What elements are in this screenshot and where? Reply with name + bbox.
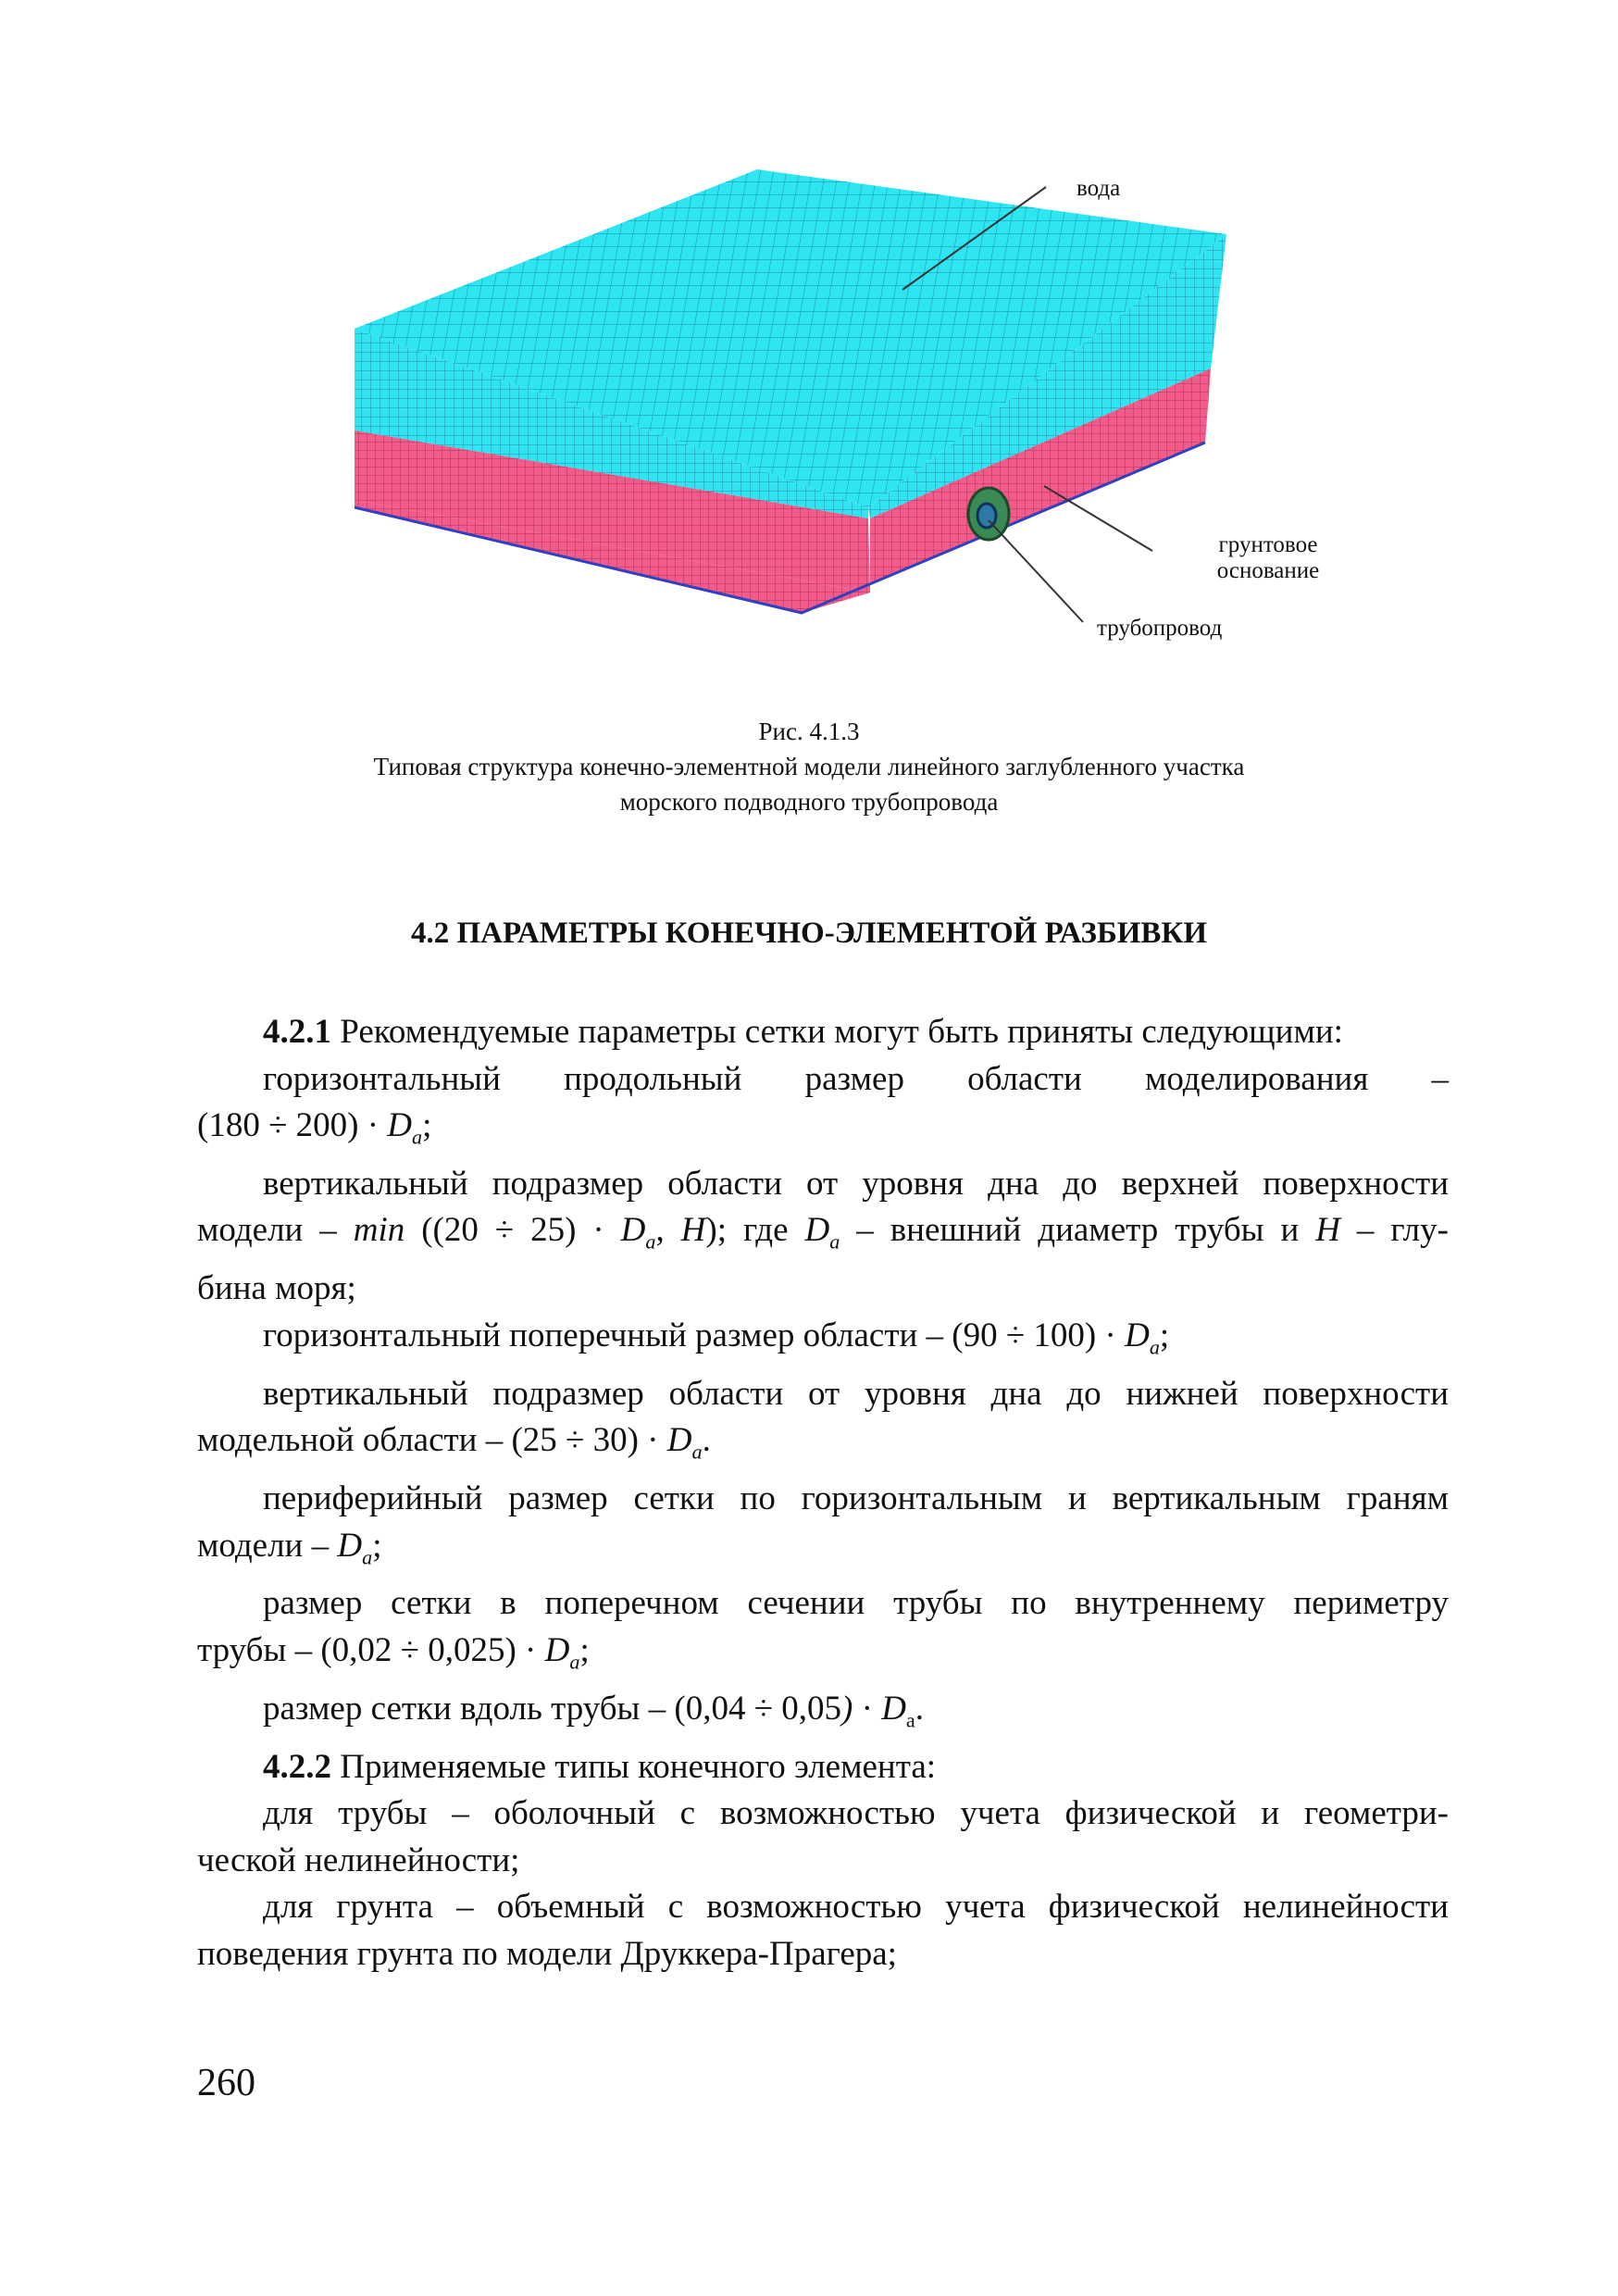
horiz-long-line2: $(180 \div 200) \cdot D_a$;: [197, 1106, 432, 1149]
pipe-line2: ческой нелинейности;: [197, 1841, 520, 1879]
vert-down-line2: модельной области – $(25 \div 30) \cdot D_a$.: [197, 1421, 711, 1464]
cross-line2: трубы – $(0,02 \div 0,025) \cdot D_a$;: [197, 1630, 590, 1674]
pipeline-leader-line: [989, 520, 1083, 622]
para-4-2-1: 4.2.1 Рекомендуемые параметры сетки могут быть приняты следующими:: [263, 1013, 1343, 1051]
periph-line1: периферийный размер сетки по горизонтальным и вертикальным граням: [263, 1479, 1449, 1518]
soil-line1: для грунта – объемный с возможностью учета физической нелинейности: [263, 1888, 1449, 1927]
figure-caption-number: Рис. 4.1.3: [758, 718, 860, 745]
soil-line2: поведения грунта по модели Друккера-Прагера;: [197, 1934, 897, 1973]
horiz-trans: горизонтальный поперечный размер области – $(90 \div 100) \cdot D_a$;: [263, 1316, 1170, 1359]
body-text: [197, 1009, 1449, 1978]
figure-caption-line1: Типовая структура конечно-элементной модели линейного заглубленного участка: [373, 753, 1245, 780]
label-water: вода: [1077, 176, 1121, 201]
cross-line1: размер сетки в поперечном сечении трубы по внутреннему периметру: [263, 1584, 1449, 1623]
periph-line2: модели – $D_a$;: [197, 1526, 382, 1568]
pipe-cross-section: [968, 488, 1009, 540]
along-line: размер сетки вдоль трубы – $(0,04 \div 0,05) \cdot D_а$.: [263, 1689, 925, 1732]
pipe-line1: для трубы – оболочный с возможностью учета физической и геометри-: [263, 1794, 1449, 1833]
soil-leader-line: [1044, 486, 1152, 551]
fe-model-figure: [0, 0, 1618, 704]
page-number: 260: [197, 2062, 255, 2104]
vert-down-line1: вертикальный подразмер области от уровня дна до нижней поверхности: [263, 1374, 1449, 1413]
vert-up-line3: бина моря;: [197, 1269, 356, 1308]
vert-up-line2: модели – $\min ((20 \div 25) \cdot D_a$, H); где $D_a$ – внешний диаметр трубы и H – глу-: [197, 1211, 1449, 1254]
para-4-2-2: 4.2.2 Применяемые типы конечного элемента:: [263, 1747, 937, 1786]
horiz-long-line1: горизонтальный продольный размер области моделирования –: [263, 1059, 1449, 1098]
label-soil: грунтовое основание: [1216, 532, 1320, 583]
section-heading: 4.2 ПАРАМЕТРЫ КОНЕЧНО-ЭЛЕМЕНТОЙ РАЗБИВКИ: [410, 917, 1208, 950]
label-pipeline: трубопровод: [1097, 616, 1223, 641]
figure-caption-line2: морского подводного трубопровода: [619, 788, 999, 816]
vert-up-line1: вертикальный подразмер области от уровня дна до верхней поверхности: [263, 1164, 1449, 1203]
